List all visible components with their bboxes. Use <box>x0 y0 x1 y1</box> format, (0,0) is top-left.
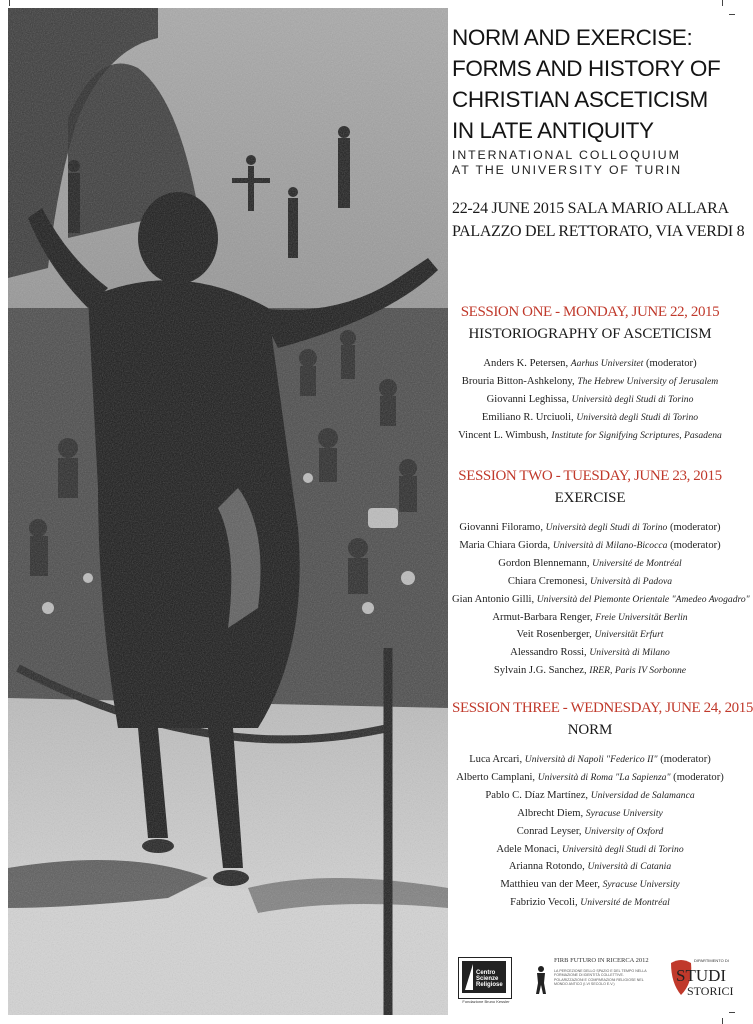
title-line: IN LATE ANTIQUITY <box>452 118 654 143</box>
speaker-name: Armut-Barbara Renger, <box>492 611 596 623</box>
speaker-affiliation: Institute for Signifying Scriptures, Pasadena <box>551 429 722 441</box>
speaker-name: Conrad Leyser, <box>516 825 585 837</box>
speaker-affiliation: Università di Milano <box>589 647 670 659</box>
speaker-entry <box>452 858 728 876</box>
speaker-entry <box>452 355 728 373</box>
speaker-affiliation: Université de Montréal <box>592 557 682 569</box>
title-line: CHRISTIAN ASCETICISM <box>452 87 708 112</box>
photo-credit <box>0 508 2 553</box>
speaker-role: (moderator) <box>643 358 697 369</box>
speaker-name: Luca Arcari, <box>469 754 525 765</box>
speaker-entry <box>452 894 728 912</box>
poster-photograph <box>8 8 448 1015</box>
speaker-name: Alessandro Rossi, <box>510 647 590 659</box>
speaker-name: Matthieu van der Meer, <box>500 879 603 891</box>
crop-mark-top-right <box>722 0 723 6</box>
speaker-role: (moderator) <box>657 754 711 765</box>
speaker-affiliation: Freie Universität Berlin <box>595 611 688 623</box>
speaker-entry <box>452 662 728 680</box>
speaker-entry <box>452 555 728 573</box>
speaker-entry <box>452 823 728 841</box>
poster-subtitle <box>452 148 728 178</box>
session-theme: NORM <box>567 722 613 738</box>
speaker-name: Maria Chiara Giorda, <box>459 539 553 551</box>
speaker-affiliation: Università di Milano-Bicocca <box>552 539 668 551</box>
speaker-affiliation: Université de Montréal <box>580 897 670 909</box>
speaker-affiliation: Università di Padova <box>590 575 673 587</box>
poster-title <box>452 22 728 146</box>
studi-storici-mark <box>667 955 734 1001</box>
speaker-entry <box>452 805 728 823</box>
speaker-affiliation: Università del Piemonte Orientale "Amedeo Avogadro" <box>536 593 750 605</box>
speaker-name: Fabrizio Vecoli, <box>510 897 581 909</box>
speaker-role: (moderator) <box>667 539 721 551</box>
subtitle-line: INTERNATIONAL COLLOQUIUM <box>452 148 681 162</box>
speaker-entry <box>452 644 728 662</box>
speaker-name: Vincent L. Wimbush, <box>458 429 552 441</box>
speaker-name: Albrecht Diem, <box>517 807 586 819</box>
speaker-name: Emiliano R. Urciuoli, <box>481 411 577 423</box>
speaker-affiliation: Università degli Studi di Torino <box>545 522 668 533</box>
csr-mark-icon <box>463 962 475 992</box>
speaker-entry <box>452 391 728 409</box>
speaker-role: (moderator) <box>667 522 721 533</box>
session-block <box>452 468 750 680</box>
venue-line: PALAZZO DEL RETTORATO, VIA VERDI 8 <box>452 223 745 240</box>
speaker-name: Giovanni Filoramo, <box>459 522 546 533</box>
speaker-name: Gordon Blennemann, <box>498 557 593 569</box>
session-theme: EXERCISE <box>554 490 626 506</box>
session-block <box>452 304 728 445</box>
speaker-name: Brouria Bitton-Ashkelony, <box>461 375 578 387</box>
speaker-name: Giovanni Leghissa, <box>486 393 572 405</box>
speaker-affiliation: Syracuse University <box>602 879 680 891</box>
speaker-role: (moderator) <box>670 771 724 783</box>
speaker-entry <box>452 373 728 391</box>
speaker-name: Gian Antonio Gilli, <box>452 593 537 605</box>
session-block <box>452 700 753 912</box>
studi-line3: STORICI <box>687 984 734 998</box>
firb-title: FIRB FUTURO IN RICERCA 2012 <box>554 957 649 964</box>
text-column <box>452 22 753 909</box>
crop-mark-top-left <box>9 0 10 6</box>
studi-line2: STUDI <box>676 966 727 985</box>
speaker-affiliation: Aarhus Universitet <box>570 358 644 369</box>
speaker-name: Arianna Rotondo, <box>508 861 588 873</box>
crop-mark-right-top <box>729 14 735 15</box>
firb-logo <box>534 957 654 999</box>
speaker-name: Adele Monaci, <box>496 843 562 855</box>
speaker-affiliation: Università degli Studi di Torino <box>571 393 694 405</box>
subtitle-line: AT THE UNIVERSITY OF TURIN <box>452 163 683 177</box>
speaker-entry <box>452 409 728 427</box>
speaker-name: Veit Rosenberger, <box>516 629 595 641</box>
session-theme: HISTORIOGRAPHY OF ASCETICISM <box>468 326 712 342</box>
speaker-name: Chiara Cremonesi, <box>507 575 590 587</box>
venue-info <box>452 197 745 243</box>
session-heading: SESSION THREE - WEDNESDAY, JUNE 24, 2015 <box>452 700 753 716</box>
speaker-name: Anders K. Petersen, <box>483 358 571 369</box>
session-heading: SESSION TWO - TUESDAY, JUNE 23, 2015 <box>458 468 722 484</box>
speaker-affiliation: University of Oxford <box>584 825 664 837</box>
speaker-affiliation: Universidad de Salamanca <box>590 789 695 801</box>
speaker-affiliation: IRER, Paris IV Sorbonne <box>589 665 687 677</box>
speaker-entry <box>452 626 728 644</box>
speaker-affiliation: Università di Roma "La Sapienza" <box>537 771 671 783</box>
speaker-affiliation: The Hebrew University of Jerusalem <box>577 375 719 387</box>
csr-logo-caption: Fondazione Bruno Kessler <box>462 999 510 1004</box>
speaker-affiliation: Università di Catania <box>587 861 672 873</box>
sponsor-logos <box>452 955 734 1004</box>
speaker-entry <box>452 769 728 787</box>
speaker-name: Sylvain J.G. Sanchez, <box>493 665 590 677</box>
crop-mark-right-bottom <box>729 1012 735 1013</box>
speaker-entry <box>452 751 728 769</box>
speaker-affiliation: Syracuse University <box>585 807 663 819</box>
studi-line1: DIPARTIMENTO DI <box>694 958 729 963</box>
speaker-name: Alberto Camplani, <box>456 771 538 783</box>
title-line: FORMS AND HISTORY OF <box>452 56 721 81</box>
title-line: NORM AND EXERCISE: <box>452 25 693 50</box>
speaker-entry <box>452 841 728 859</box>
speaker-entry <box>452 609 728 627</box>
speaker-entry <box>452 787 728 805</box>
firb-text: LA PERCEZIONE DELLO SPAZIO E DEL TEMPO NELLA FORMAZIONE DI IDENTITÀ COLLETTIVE. POLARIZZAZIONI E COMPARAZIONI RELIGIOSE NEL MONDO ANTICO (I-VI SECOLO E.V.) <box>554 969 647 987</box>
speaker-affiliation: Università degli Studi di Torino <box>576 411 699 423</box>
speaker-entry <box>452 427 728 445</box>
csr-logo-icon <box>458 957 512 1004</box>
speaker-entry <box>452 876 728 894</box>
black-and-white-film-still-icon <box>8 8 448 1015</box>
speaker-entry <box>452 537 728 555</box>
speaker-name: Pablo C. Díaz Martínez, <box>485 789 591 801</box>
session-heading: SESSION ONE - MONDAY, JUNE 22, 2015 <box>460 304 720 320</box>
speaker-affiliation: Università degli Studi di Torino <box>561 843 684 855</box>
speaker-affiliation: Universität Erfurt <box>594 629 664 641</box>
speaker-entry <box>452 519 728 537</box>
firb-figure-icon <box>534 965 548 995</box>
studi-storici-logo-icon <box>667 955 734 1001</box>
crop-mark-bottom-right <box>722 1018 723 1024</box>
csr-logo-text: Centro Scienze Religiose <box>476 970 503 988</box>
speaker-entry <box>452 591 750 609</box>
csr-logo-block <box>462 961 506 993</box>
speaker-affiliation: Università di Napoli "Federico II" <box>524 754 658 765</box>
venue-line: 22-24 JUNE 2015 SALA MARIO ALLARA <box>452 200 729 217</box>
speaker-entry <box>452 573 728 591</box>
